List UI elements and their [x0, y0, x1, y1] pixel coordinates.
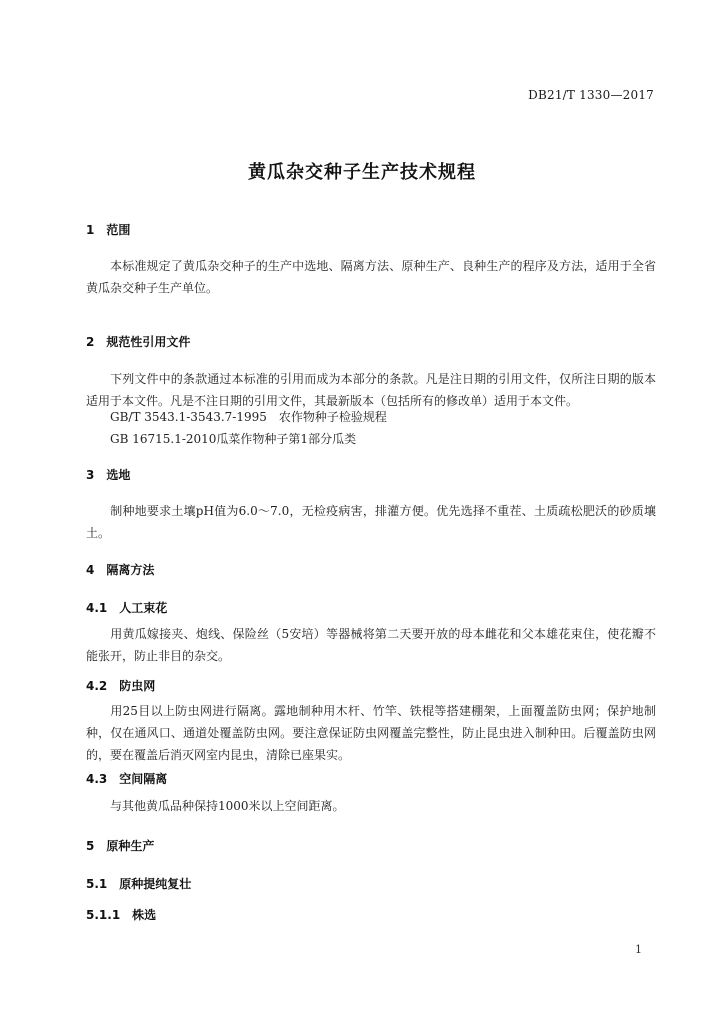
section-title: 人工束花: [119, 601, 168, 615]
reference-item: GB/T 3543.1-3543.7-1995 农作物种子检验规程: [110, 410, 387, 424]
paragraph-text: 用黄瓜嫁接夹、炮线、保险丝（5安培）等器械将第二天要开放的母本雌花和父本雄花束住，使花瓣不能张开，防止非目的杂交。: [86, 627, 656, 663]
paragraph-text: 制种地要求土壤pH值为6.0～7.0，无检疫病害，排灌方便。优先选择不重茬、土质疏松肥沃的砂质壤土。: [86, 504, 656, 540]
paragraph-text: 本标准规定了黄瓜杂交种子的生产中选地、隔离方法、原种生产、良种生产的程序及方法，适用于全省黄瓜杂交种子生产单位。: [86, 259, 656, 295]
subsection-4-1-heading: [86, 599, 167, 616]
section-number: 5.1: [86, 877, 108, 891]
section-1-paragraph: [86, 255, 656, 299]
section-title: 空间隔离: [119, 772, 168, 786]
section-2-heading: [86, 333, 190, 350]
section-title: 隔离方法: [106, 563, 155, 577]
section-title: 原种生产: [106, 839, 155, 853]
subsection-4-1-paragraph: [86, 623, 656, 667]
section-number: 3: [86, 468, 95, 482]
section-title: 防虫网: [119, 679, 156, 693]
section-number: 4.3: [86, 772, 108, 786]
section-number: 1: [86, 223, 95, 237]
subsection-4-2-heading: [86, 677, 155, 694]
section-3-heading: [86, 466, 130, 483]
reference-item: GB 16715.1-2010瓜菜作物种子第1部分瓜类: [110, 432, 357, 446]
paragraph-text: 用25目以上防虫网进行隔离。露地制种用木杆、竹竿、铁棍等搭建棚架，上面覆盖防虫网；保护地制种，仅在通风口、通道处覆盖防虫网。要注意保证防虫网覆盖完整性，防止昆虫进入制种田。后覆盖防虫网的，要在覆盖后消灭网室内昆虫，清除已座果实。: [86, 704, 656, 762]
standard-code: DB21/T 1330—2017: [528, 88, 654, 102]
subsection-4-2-paragraph: [86, 700, 656, 766]
section-title: 规范性引用文件: [106, 335, 191, 349]
section-number: 4: [86, 563, 95, 577]
document-title: 黄瓜杂交种子生产技术规程: [248, 162, 476, 183]
section-title: 原种提纯复壮: [119, 877, 192, 891]
paragraph-text: 与其他黄瓜品种保持1000米以上空间距离。: [110, 799, 345, 813]
paragraph-text: 下列文件中的条款通过本标准的引用而成为本部分的条款。凡是注日期的引用文件，仅所注日期的版本适用于本文件。凡是不注日期的引用文件，其最新版本（包括所有的修改单）适用于本文件。: [86, 372, 656, 408]
section-5-heading: [86, 837, 154, 854]
subsection-4-3-paragraph: [86, 795, 656, 817]
section-4-heading: [86, 561, 154, 578]
section-1-heading: [86, 221, 130, 238]
section-number: 4.1: [86, 601, 108, 615]
subsection-5-1-1-heading: [86, 906, 156, 923]
section-title: 范围: [106, 223, 131, 237]
section-number: 2: [86, 335, 95, 349]
section-2-paragraph: [86, 368, 656, 412]
section-number: 5.1.1: [86, 908, 121, 922]
section-number: 4.2: [86, 679, 108, 693]
subsection-5-1-heading: [86, 875, 191, 892]
section-title: 选地: [106, 468, 131, 482]
section-title: 株选: [132, 908, 157, 922]
subsection-4-3-heading: [86, 770, 167, 787]
section-3-paragraph: [86, 500, 656, 544]
section-number: 5: [86, 839, 95, 853]
page-number: 1: [635, 943, 642, 956]
